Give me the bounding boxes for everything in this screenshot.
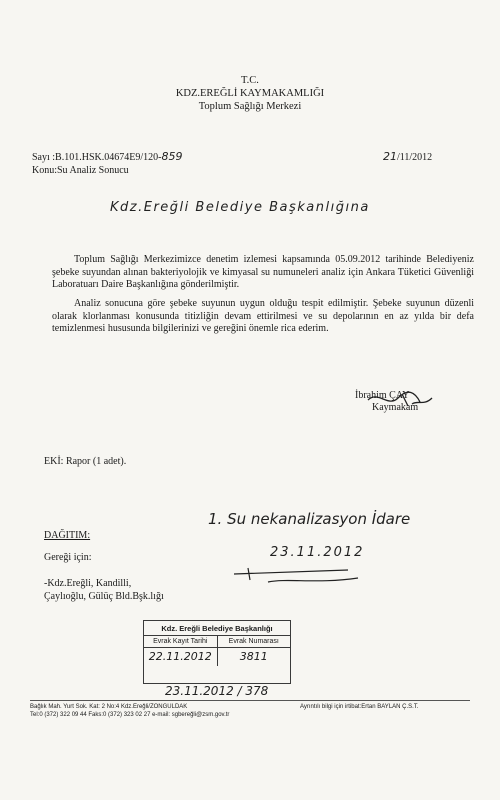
footer-phone: Tel:0 (372) 322 09 44 Faks:0 (372) 323 02 27 e-mail: sgbereğli@zsm.gov.tr: [30, 712, 230, 718]
date-printed: /11/2012: [397, 152, 433, 163]
distribution-gereği: Gereği için:: [44, 552, 92, 563]
date-handwritten: 21: [383, 150, 397, 163]
footer-address: Bağlık Mah. Yurt Sok. Kat: 2 No:4 Kdz.Ereğli/ZONGULDAK: [30, 704, 188, 710]
signature-name: İbrahim ÇAY: [355, 390, 410, 401]
header-tc: T.C.: [241, 75, 259, 86]
registry-stamp: [143, 620, 291, 684]
addressee: Kdz.Ereğli Belediye Başkanlığına: [110, 200, 370, 215]
stamp-col-date-label: Evrak Kayıt Tarihi: [144, 636, 218, 647]
sayi-label: Sayı :B.101.HSK.04674E9/120-: [32, 152, 162, 163]
sayi-handwritten: 859: [161, 150, 183, 163]
body-paragraph-1: Toplum Sağlığı Merkezimizce denetim izlemesi kapsamında 05.09.2012 tarihinde Belediyeniz şebeke suyundan alınan bakteriyolojik ve kimyasal su numuneleri analiz için Ankara Tüketici Güvenliği Laboratuarı Daire Başkanlığına gönderilmiştir.: [52, 254, 474, 291]
stamp-date-value: 22.11.2012: [144, 648, 218, 666]
date-line: [383, 150, 432, 163]
distribution-line-1: -Kdz.Ereğli, Kandilli,: [44, 578, 132, 589]
stamp-number-value: 3811: [239, 650, 268, 663]
handwritten-date: 23.11.2012: [270, 545, 365, 560]
signature-scribble: [360, 386, 440, 414]
stamp-title: Kdz. Ereğli Belediye Başkanlığı: [144, 621, 290, 636]
header-kaymakamlik: KDZ.EREĞLİ KAYMAKAMLIĞI: [175, 88, 325, 99]
signature-title: Kaymakam: [372, 402, 419, 413]
attachment-line: EKİ: Rapor (1 adet).: [44, 456, 127, 467]
konu-line: Konu:Su Analiz Sonucu: [32, 165, 129, 176]
distribution-heading: DAĞITIM:: [44, 530, 91, 541]
handwritten-scribble: [228, 560, 378, 590]
footer-contact: Ayrıntılı bilgi için irtibat:Ertan BAYLAN Ç.S.T.: [300, 704, 419, 710]
handwritten-note: 1. Su nekanalizasyon İdare: [208, 510, 411, 528]
body-paragraph-2: Analiz sonucuna göre şebeke suyunun uygun olduğu tespit edilmiştir. Şebeke suyunun düzenli olarak klorlanması konusunda titizliğin devam ettirilmesi ve su depolarının en az yılda bir defa temizlenmesi hususunda bilgilerinizi ve gereğini önemle rica ederim.: [52, 298, 474, 335]
sayi-line: [32, 150, 182, 163]
footer-divider: [30, 700, 470, 701]
distribution-line-2: Çaylıoğlu, Gülüç Bld.Bşk.lığı: [44, 591, 164, 602]
stamp-below-handwriting: 23.11.2012 / 378: [165, 684, 269, 698]
header-tsm: Toplum Sağlığı Merkezi: [198, 101, 302, 112]
stamp-col-number-label: Evrak Numarası: [228, 638, 279, 645]
